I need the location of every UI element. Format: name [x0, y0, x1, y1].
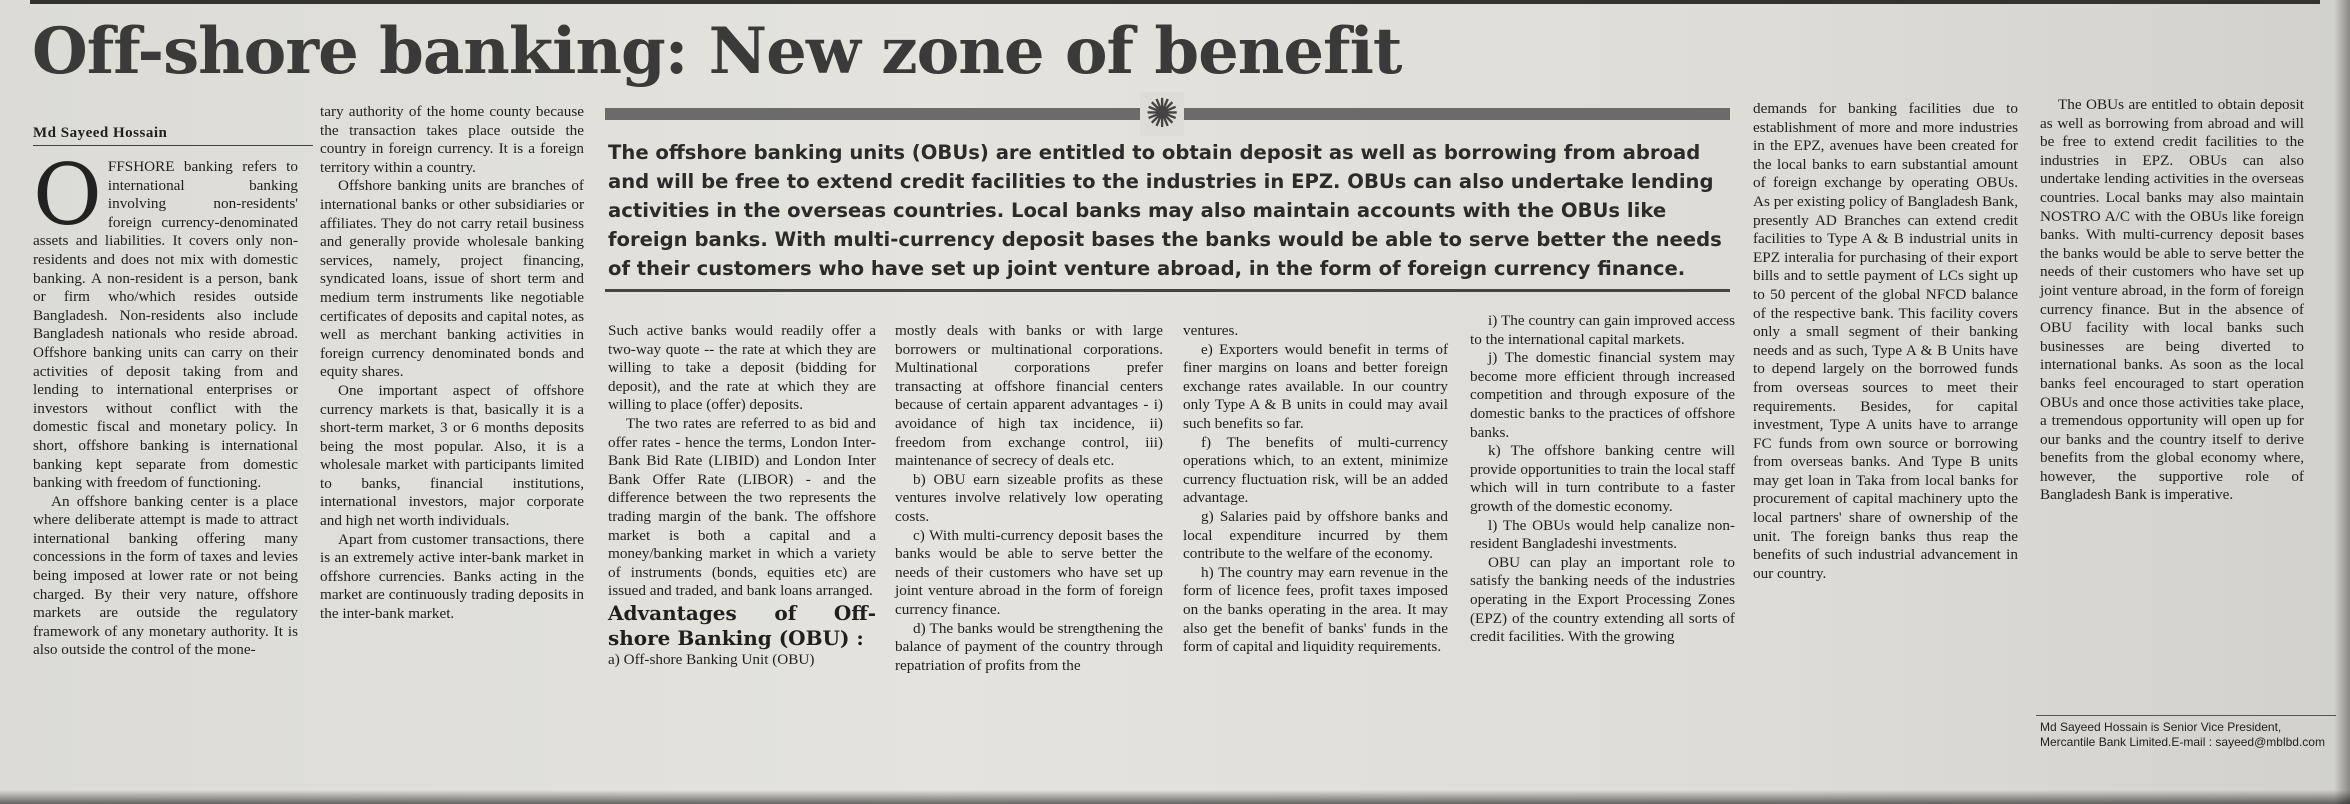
paragraph: ventures.: [1183, 322, 1239, 339]
paragraph: Such active banks would readily offer a two-way quote -- the rate at which they are willing to take a deposit (bidding for deposit), and the rate at which they are willing to place (offer) deposits.: [608, 322, 876, 414]
paragraph: mostly deals with banks or with large borrowers or multinational corporations. Multinational corporations prefer transacting at offshore financial centers because of certain apparent advantages - i) avoidance of high tax incidence, ii) freedom from exchange control, iii) maintenance of secrecy of deals etc.: [895, 322, 1163, 470]
paragraph: k) The offshore banking centre will provide opportunities to train the local staff which will in turn contribute to a faster growth of the domestic economy.: [1470, 442, 1735, 515]
paragraph: tary authority of the home county because the transaction takes place outside the country in foreign currency. It is a foreign territory within a country.: [320, 103, 584, 176]
pull-quote: The offshore banking units (OBUs) are entitled to obtain deposit as well as borrowing from abroad and will be free to extend credit facilities to the industries in EPZ. OBUs can also undertake lending activities in the overseas countries. Local banks may also maintain accounts with the OBUs like foreign banks. With multi-currency deposit bases the banks would be able to serve better the needs of their customers who have set up joint venture abroad, in the form of foreign currency finance.: [608, 141, 1722, 280]
paragraph: h) The country may earn revenue in the form of licence fees, profit taxes imposed on the banks operating in the area. It may also get the benefit of banks' funds in the form of capital and liquidity requirements.: [1183, 563, 1448, 656]
starburst-icon: ✺: [1140, 92, 1184, 136]
page-edge-shadow: [2334, 0, 2350, 804]
column-4: [895, 322, 1163, 675]
paragraph: c) With multi-currency deposit bases the banks would be able to serve better the needs of their customers who have set up joint venture abroad in the form of foreign currency finance.: [895, 526, 1163, 618]
subheading: Advantages of Off-shore Banking (OBU) :: [608, 600, 876, 650]
column-6: [1470, 312, 1735, 647]
paragraph: Apart from customer transactions, there is an extremely active inter-bank market in offshore currencies. Banks acting in the market are continuously trading deposits in the inter-bank market.: [320, 530, 584, 623]
paragraph: The OBUs are entitled to obtain deposit as well as borrowing from abroad and will be free to extend credit facilities to the industries in EPZ. OBUs can also undertake lending activities in the overseas countries. Local banks may also maintain NOSTRO A/C with the OBUs like foreign banks. With multi-currency deposit bases the banks would be able to serve better the needs of their customers who have set up joint venture abroad, in the form of foreign currency finance. But in the absence of OBU facility with local banks such businesses are being diverted to international banks. As soon as the local banks feel encouraged to start operation OBUs and once those activities take place, a tremendous opportunity will open up for our banks and the country itself to derive benefits from the global economy where, however, the supportive role of Bangladesh Bank is imperative.: [2040, 96, 2304, 504]
column-8: [2040, 96, 2304, 505]
paragraph: l) The OBUs would help canalize non-resident Bangladeshi investments.: [1470, 516, 1735, 553]
author-note-rule: [2036, 715, 2336, 716]
byline: Md Sayeed Hossain: [33, 125, 313, 146]
column-2: [320, 103, 584, 624]
paragraph: f) The benefits of multi-currency operations which, to an extent, minimize currency fluctuation risk, will be an added advantage.: [1183, 433, 1448, 507]
paragraph: OBU can play an important role to satisfy the banking needs of the industries operating in the Export Processing Zones (EPZ) of the country extending all sorts of credit facilities. With the growing: [1470, 553, 1735, 646]
paragraph: g) Salaries paid by offshore banks and local expenditure incurred by them contribute to the welfare of the economy.: [1183, 507, 1448, 563]
column-3: [608, 322, 876, 670]
paragraph: b) OBU earn sizeable profits as these ventures involve relatively low operating costs.: [895, 470, 1163, 525]
paragraph: An offshore banking center is a place where deliberate attempt is made to attract international banking offering many concessions in the form of taxes and levies being imposed at lower rate or not being charged. By their very nature, offshore markets are outside the regulatory framework of any monetary authority. It is also outside the control of the mone-: [33, 492, 298, 659]
top-rule: [30, 0, 2320, 4]
paragraph: demands for banking facilities due to establishment of more and more industries in the EPZ, avenues have been created for the local banks to earn substantial amount of foreign exchange by operating OBUs. As per existing policy of Bangladesh Bank, presently AD Branches can extend credit facilities to Type A & B industrial units in EPZ interalia for purchasing of their export bills and to settle payment of LCs sight up to 50 percent of the global NFCD balance of the respective bank. This facility covers only a small segment of their banking needs and as such, Type A & B Units have to depend largely on the borrowed funds from overseas sources to meet their requirements. Besides, for capital investment, Type A units have to arrange FC funds from own source or borrowing from overseas banks. And Type B units may get loan in Taka from local banks for procurement of capital machinery upto the local partners' share of ownership of the unit. The foreign banks thus reap the benefits of such industrial advancement in our country.: [1753, 100, 2018, 582]
page-bottom-shadow: [0, 790, 2350, 804]
column-5: [1183, 322, 1448, 657]
paragraph: Offshore banking units are branches of international banks or other subsidiaries or affiliates. They do not carry retail business and generally provide wholesale banking services, namely, project financing, syndicated loans, issue of short term and medium term instruments like negotiable certificates of deposits and capital notes, as well as merchant banking activities in foreign currency denominated bonds and equity shares.: [320, 177, 584, 381]
headline: Off-shore banking: New zone of benefit: [32, 14, 1402, 89]
paragraph: d) The banks would be strengthening the balance of payment of the country through repatriation of profits from the: [895, 619, 1163, 674]
dropcap: O: [33, 146, 102, 244]
paragraph: OFFSHORE banking refers to international banking involving non-residents' foreign currency-denominated assets and liabilities. It covers only non-residents and does not mix with domestic banking. A non-resident is a person, bank or firm who/which resides outside Bangladesh. Non-residents also include Bangladesh nationals who reside abroad. Offshore banking units can carry on their activities of deposit taking from and lending to international enterprises or investors without conflict with the domestic fiscal and monetary policy. In short, offshore banking is international banking kept separate from domestic banking with freedom of functioning.: [33, 146, 298, 492]
paragraph: One important aspect of offshore currency markets is that, basically it is a short-term market, 3 or 6 months deposits being the most popular. Also, it is a wholesale market with participants limited to banks, financial institutions, international investors, major corporate and high net worth individuals.: [320, 381, 584, 530]
paragraph: i) The country can gain improved access to the international capital markets.: [1470, 312, 1735, 348]
paragraph: a) Off-shore Banking Unit (OBU): [608, 650, 815, 668]
column-7: [1753, 100, 2018, 583]
paragraph: j) The domestic financial system may become more efficient through increased competition and through exposure of the domestic banks to the practices of offshore banks.: [1470, 349, 1735, 441]
author-note: Md Sayeed Hossain is Senior Vice President, Mercantile Bank Limited.E-mail : sayeed@mblbd.com: [2040, 720, 2325, 749]
column-1: [33, 146, 298, 660]
pull-quote-bottom-rule: [605, 289, 1730, 292]
paragraph: The two rates are referred to as bid and offer rates - hence the terms, London Inter-Bank Bid Rate (LIBID) and London Inter Bank Offer Rate (LIBOR) - and the difference between the two represents the trading margin of the bank. The offshore market is both a capital and a money/banking market in which a variety of instruments (bonds, equities etc) are issued and traded, and bank loans arranged.: [608, 414, 876, 600]
paragraph: e) Exporters would benefit in terms of finer margins on loans and better foreign exchange rates available. In our country only Type A & B units in could may avail such benefits so far.: [1183, 340, 1448, 432]
